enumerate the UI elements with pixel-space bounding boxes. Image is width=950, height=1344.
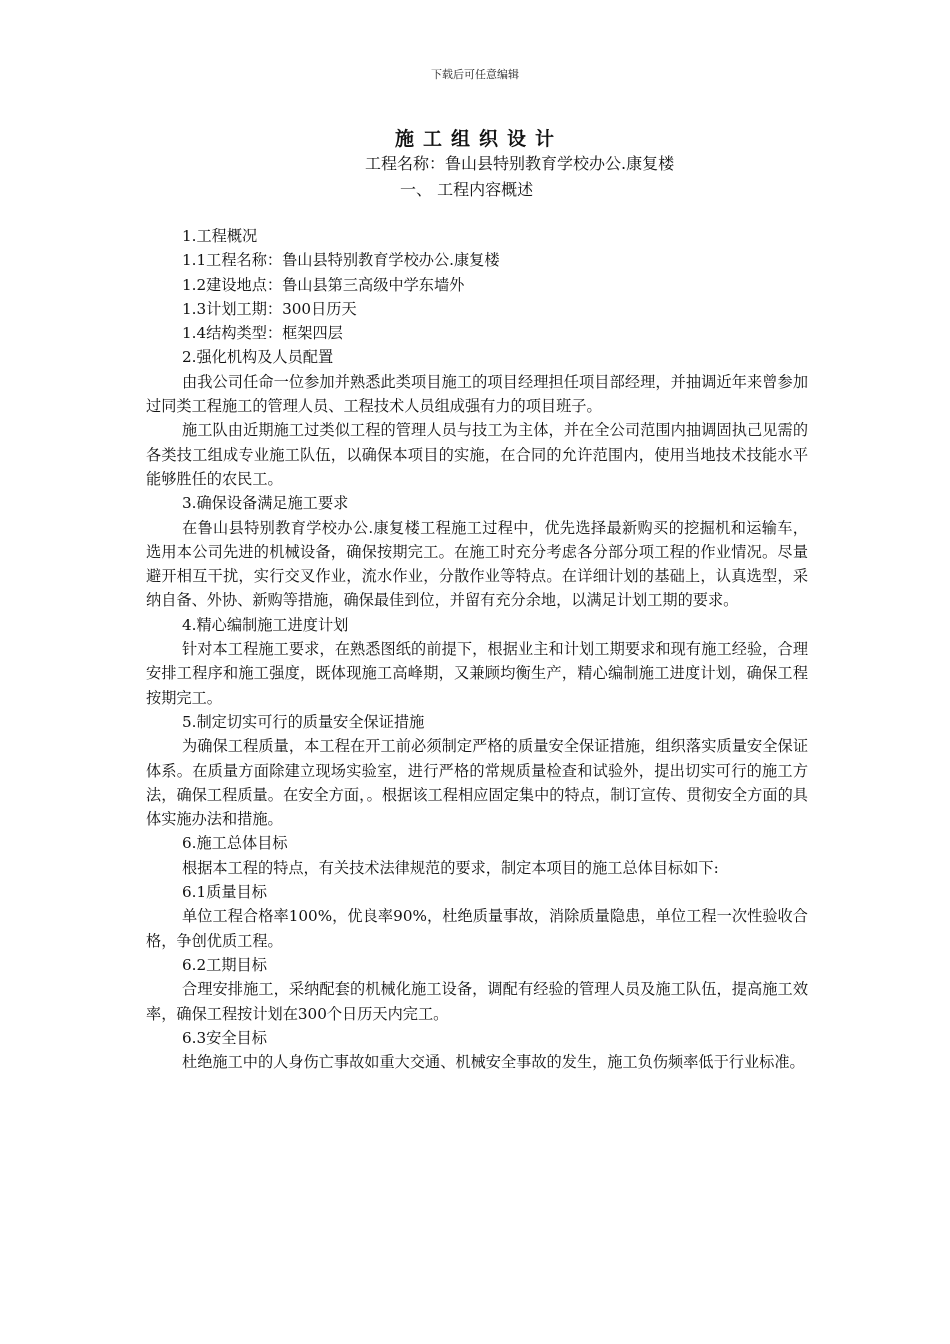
body-paragraph: 单位工程合格率100%，优良率90%，杜绝质量事故，消除质量隐患，单位工程一次性验收合格，争创优质工程。 [146,907,808,950]
subheading: 2.强化机构及人员配置 [182,348,334,367]
subheading: 5.制定切实可行的质量安全保证措施 [182,712,425,731]
body-paragraph: 合理安排施工，采纳配套的机械化施工设备，调配有经验的管理人员及施工队伍，提高施工效率，确保工程按计划在300个日历天内完工。 [146,980,808,1023]
body-paragraph: 在鲁山县特别教育学校办公.康复楼工程施工过程中，优先选择最新购买的挖掘机和运输车，选用本公司先进的机械设备，确保按期完工。在施工时充分考虑各分部分项工程的作业情况。尽量避开相互干扰，实行交叉作业，流水作业，分散作业等特点。在详细计划的基础上，认真选型，采纳自备、外协、新购等措施，确保最佳到位，并留有充分余地，以满足计划工期的要求。 [146,518,808,610]
body-paragraph: 为确保工程质量，本工程在开工前必须制定严格的质量安全保证措施，组织落实质量安全保证体系。在质量方面除建立现场实验室，进行严格的常规质量检查和试验外，提出切实可行的施工方法，确保工程质量。在安全方面，。根据该工程相应固定集中的特点，制订宣传、贯彻安全方面的具体实施办法和措施。 [146,737,808,829]
body-paragraph: 杜绝施工中的人身伤亡事故如重大交通、机械安全事故的发生，施工负伤频率低于行业标准。 [182,1053,805,1072]
document-title: 施工组织设计 [394,128,563,150]
subheading: 1.1工程名称：鲁山县特别教育学校办公.康复楼 [182,251,500,270]
body-paragraph: 针对本工程施工要求，在熟悉图纸的前提下，根据业主和计划工期要求和现有施工经验，合理安排工程序和施工强度，既体现施工高峰期，又兼顾均衡生产，精心编制施工进度计划，确保工程按期完工。 [146,640,808,707]
subheading: 6.1质量目标 [182,883,267,902]
project-name-line: 工程名称：鲁山县特别教育学校办公.康复楼 [365,154,675,173]
body-paragraph: 施工队由近期施工过类似工程的管理人员与技工为主体，并在全公司范围内抽调固执己见需的各类技工组成专业施工队伍，以确保本项目的实施，在合同的允许范围内，使用当地技术技能水平能够胜任的农民工。 [146,421,808,488]
body-paragraph: 由我公司任命一位参加并熟悉此类项目施工的项目经理担任项目部经理，并抽调近年来曾参加过同类工程施工的管理人员、工程技术人员组成强有力的项目班子。 [146,372,808,416]
subheading: 1.4结构类型：框架四层 [182,324,343,343]
subheading: 6.3安全目标 [182,1028,267,1047]
subheading: 6.2工期目标 [182,955,267,974]
subheading: 6.施工总体目标 [182,834,288,853]
subheading: 3.确保设备满足施工要求 [182,494,349,513]
section-heading: 一、 工程内容概述 [400,180,534,199]
subheading: 1.3计划工期：300日历天 [182,299,357,318]
subheading: 4.精心编制施工进度计划 [182,615,349,634]
body-paragraph: 根据本工程的特点，有关技术法律规范的要求，制定本项目的施工总体目标如下: [182,858,719,877]
subheading: 1.工程概况 [182,227,258,245]
page-header-note: 下载后可任意编辑 [431,68,519,81]
document-body [146,224,808,1074]
subheading: 1.2建设地点：鲁山县第三高级中学东墙外 [182,275,465,294]
